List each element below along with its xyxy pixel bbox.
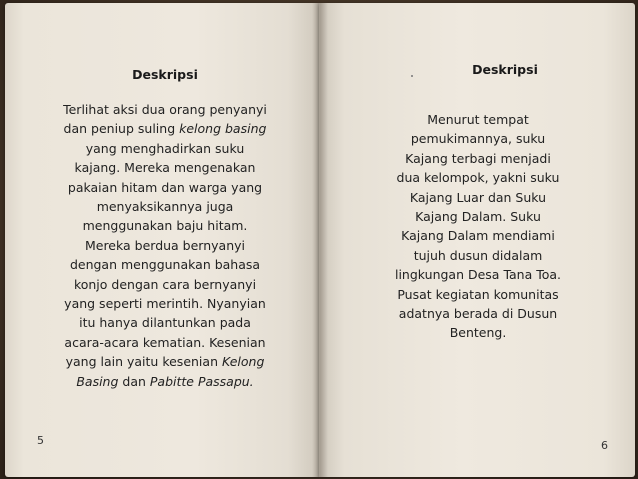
italic-text: Basing: [76, 373, 119, 389]
left-page-number: 5: [37, 434, 44, 447]
text-line: yang seperti merintih. Nyanyian: [64, 296, 266, 312]
text-line: menggunakan baju hitam.: [82, 218, 248, 234]
text-line: menyaksikannya juga: [96, 199, 234, 215]
text-line: dengan menggunakan bahasa: [69, 257, 261, 273]
text-line: itu hanya dilantunkan pada: [79, 315, 251, 331]
left-page-text: [45, 100, 285, 391]
left-page: [5, 3, 319, 477]
text-line: acara-acara kematian. Kesenian: [64, 334, 266, 350]
text-line: Kajang terbagi menjadi: [405, 150, 551, 166]
text-line: Terlihat aksi dua orang penyanyi: [63, 102, 267, 117]
right-page-text: [371, 110, 585, 343]
left-page-heading: Deskripsi: [132, 67, 198, 82]
text-line: konjo dengan cara bernyanyi: [73, 276, 257, 292]
paper-speck: [411, 75, 413, 77]
text-line: lingkungan Desa Tana Toa.: [394, 267, 562, 283]
open-book: [5, 3, 635, 477]
text-line: Basing dan Pabitte Passapu.: [76, 373, 254, 389]
text-line: Mereka berdua bernyanyi: [84, 237, 246, 253]
book-spine: [312, 3, 328, 477]
text-line: dan peniup suling kelong basing: [63, 121, 267, 137]
italic-text: Kelong: [221, 354, 265, 370]
italic-text: kelong basing: [179, 121, 267, 137]
text-line: pakaian hitam dan warga yang: [67, 179, 263, 195]
italic-text: Pabitte Passapu.: [149, 373, 254, 389]
text-line: Kajang Luar dan Suku: [409, 189, 547, 205]
text-line: Menurut tempat: [427, 112, 529, 127]
text-line: yang lain yaitu kesenian Kelong: [65, 354, 265, 370]
text-line: yang menghadirkan suku: [85, 140, 245, 156]
text-line: Benteng.: [449, 325, 507, 341]
text-line: pemukimannya, suku: [410, 131, 546, 147]
right-page-heading: Deskripsi: [472, 62, 538, 77]
text-line: adatnya berada di Dusun: [398, 306, 558, 322]
text-line: kajang. Mereka mengenakan: [74, 160, 256, 176]
text-line: Pusat kegiatan komunitas: [397, 286, 559, 302]
text-line: Kajang Dalam. Suku: [415, 209, 541, 225]
text-line: tujuh dusun didalam: [413, 247, 543, 263]
text-line: dua kelompok, yakni suku: [396, 170, 560, 186]
right-page-number: 6: [601, 439, 608, 452]
text-line: Kajang Dalam mendiami: [401, 228, 555, 244]
